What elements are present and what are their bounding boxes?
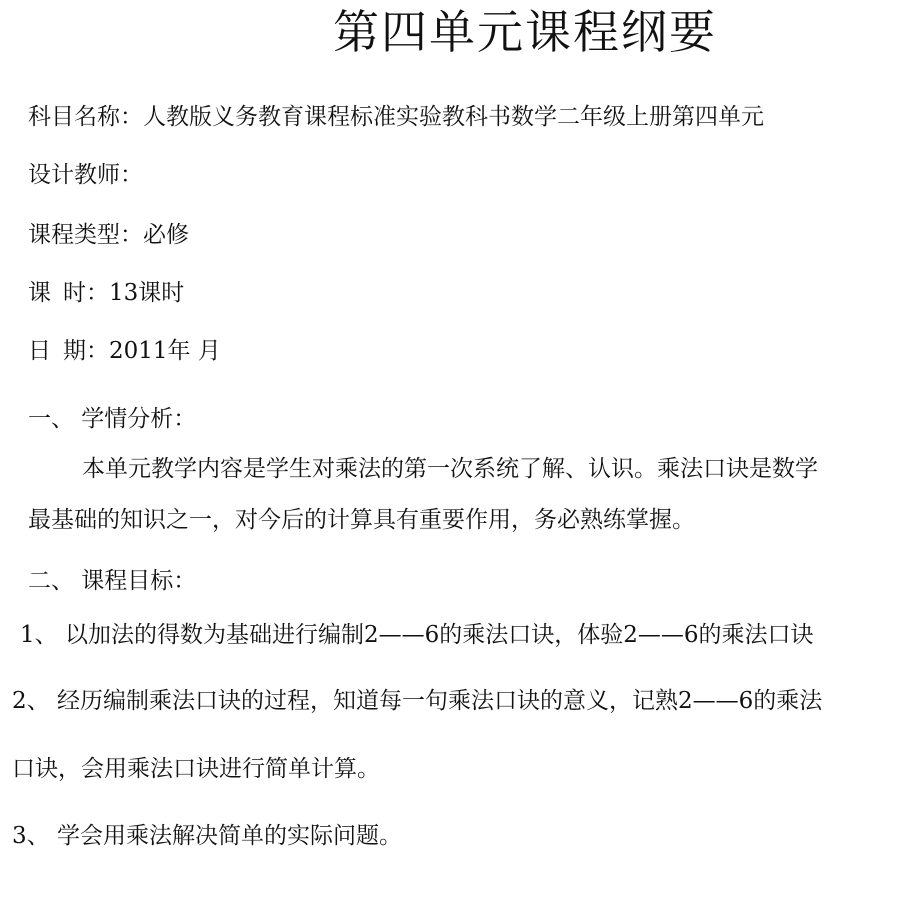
goal-item-2-line1: 2、 经历编制乘法口诀的过程，知道每一句乘法口诀的意义，记熟2——6的乘法 — [12, 688, 823, 714]
hours-label: 课 — [28, 280, 51, 306]
goal-item-3: 3、 学会用乘法解决简单的实际问题。 — [12, 823, 402, 849]
subject-line: 科目名称：人教版义务教育课程标准实验教科书数学二年级上册第四单元 — [28, 104, 764, 130]
section-heading-goals: 二、 课程目标： — [28, 568, 197, 594]
course-type-line: 课程类型：必修 — [28, 222, 189, 248]
date-label: 日 — [28, 338, 51, 364]
goal-item-2-line2: 口诀，会用乘法口诀进行简单计算。 — [12, 756, 380, 782]
date-line — [28, 336, 221, 366]
hours-line — [28, 278, 184, 308]
hours-value: 时：13课时 — [63, 280, 185, 306]
date-value: 期：2011年 月 — [63, 338, 221, 364]
page-title: 第四单元课程纲要 — [333, 5, 717, 59]
analysis-paragraph-line1: 本单元教学内容是学生对乘法的第一次系统了解、认识。乘法口诀是数学 — [82, 456, 818, 482]
analysis-paragraph-line2: 最基础的知识之一，对今后的计算具有重要作用，务必熟练掌握。 — [28, 507, 695, 533]
goal-item-1: 1、 以加法的得数为基础进行编制2——6的乘法口诀，体验2——6的乘法口诀 — [20, 622, 814, 648]
teacher-line: 设计教师： — [28, 162, 143, 188]
section-heading-analysis: 一、 学情分析： — [28, 406, 197, 432]
